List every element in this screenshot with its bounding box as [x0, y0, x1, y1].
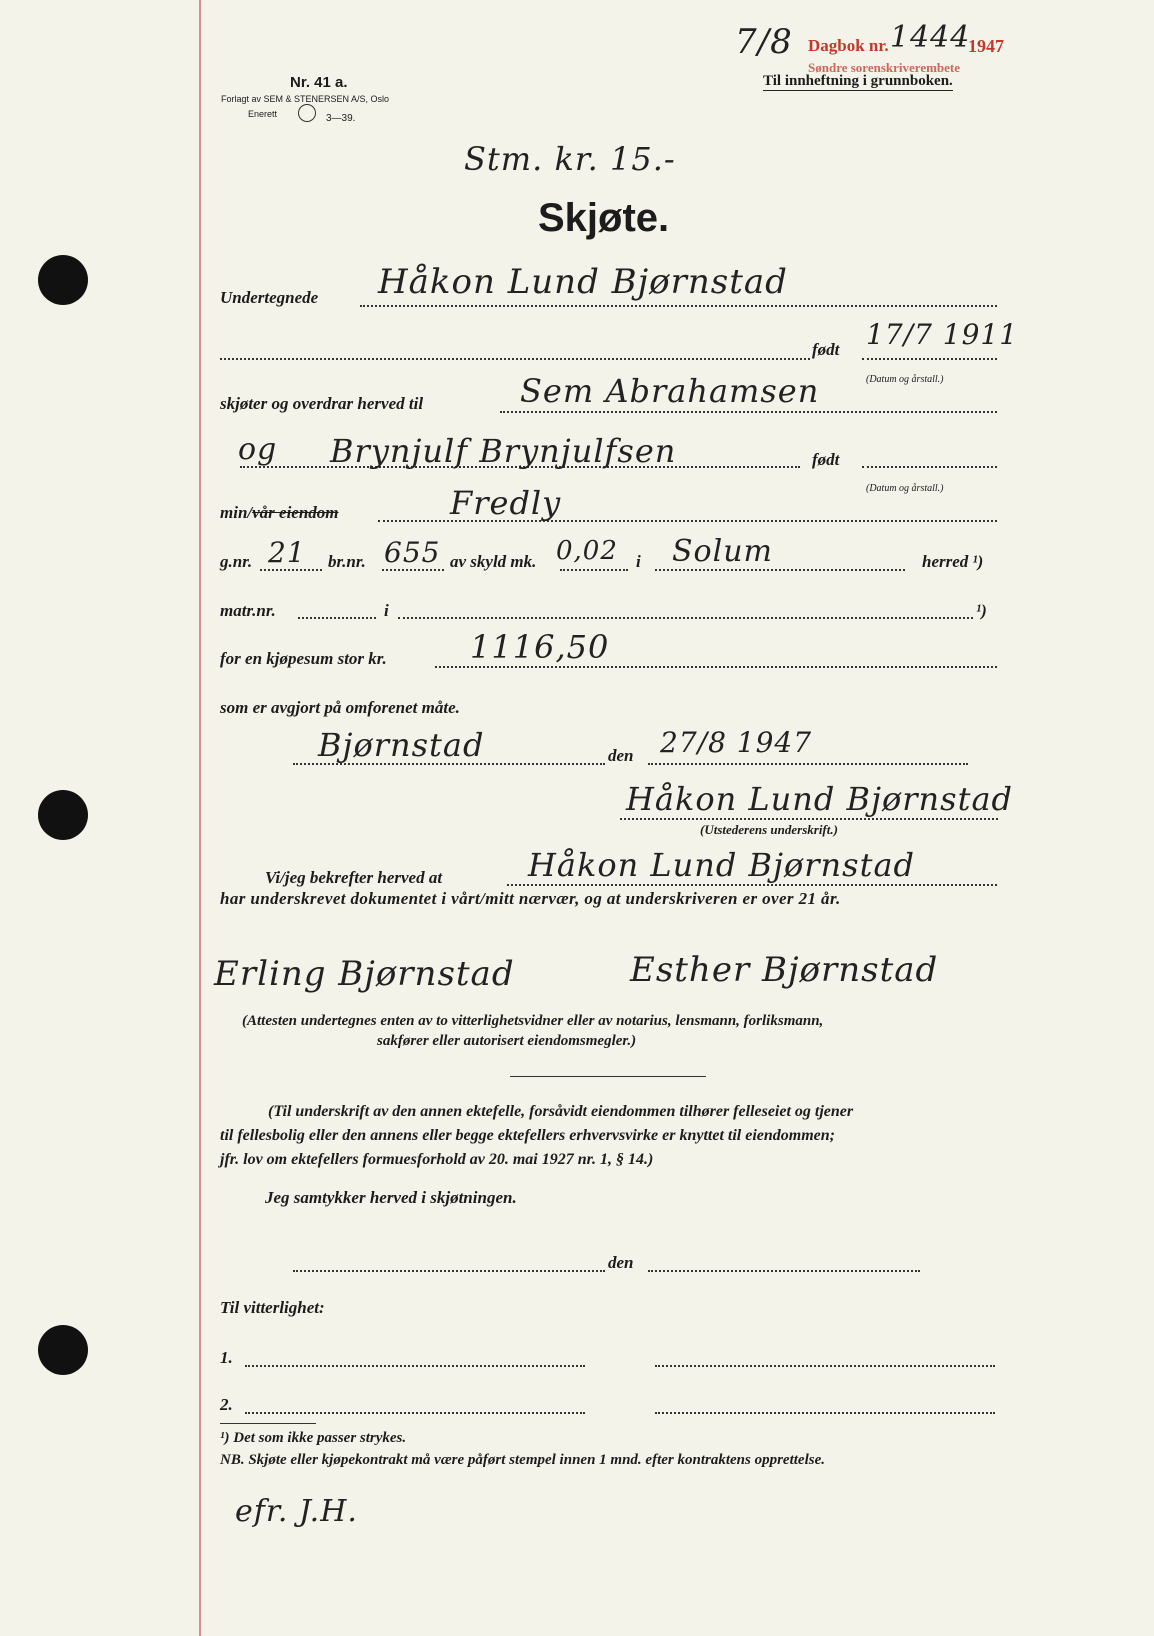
spouse-note-1: (Til underskrift av den annen ektefelle, forsåvidt eiendommen tilhører felleseiet og tjener	[268, 1103, 854, 1120]
dotted-line	[655, 1412, 995, 1414]
herred-label: herred ¹)	[922, 552, 984, 571]
dotted-line	[500, 411, 997, 413]
publisher-logo	[298, 104, 316, 122]
witness-1-signature: Erling Bjørnstad	[214, 954, 515, 994]
reference-note: Stm. kr. 15.-	[464, 140, 676, 178]
spouse-note-3: jfr. lov om ektefellers formuesforhold av 20. mai 1927 nr. 1, § 14.)	[220, 1151, 654, 1168]
seller-signature: Håkon Lund Bjørnstad	[626, 780, 1013, 818]
footnote-1: ¹) Det som ikke passer strykes.	[220, 1430, 407, 1446]
price-label: for en kjøpesum stor kr.	[220, 649, 387, 668]
gnr-label: g.nr.	[220, 552, 253, 571]
property-label-struck: vår eiendom	[252, 503, 339, 522]
signature-caption: (Utstederens underskrift.)	[700, 822, 838, 837]
dotted-line	[260, 569, 322, 571]
fodt-label: født	[812, 340, 840, 359]
page-title: Skjøte.	[538, 196, 670, 240]
form-number: Nr. 41 a.	[290, 74, 348, 91]
matr-label: matr.nr.	[220, 601, 276, 620]
dotted-line	[620, 818, 998, 820]
witness-note-2: sakfører eller autorisert eiendomsmegler.)	[377, 1033, 637, 1049]
dotted-line	[507, 884, 997, 886]
dotted-line	[648, 763, 968, 765]
dotted-line	[245, 1365, 585, 1367]
bottom-initials: efr. J.H.	[235, 1494, 358, 1529]
footnote-divider	[220, 1423, 316, 1424]
municipality: Solum	[672, 534, 773, 569]
brnr-value: 655	[384, 536, 441, 569]
buyer-1: Sem Abrahamsen	[520, 372, 820, 410]
dotted-line	[435, 666, 997, 668]
property-name: Fredly	[450, 484, 562, 522]
dotted-line	[655, 569, 905, 571]
dotted-line	[220, 358, 810, 360]
dotted-line	[862, 358, 997, 360]
datum-hint-2: (Datum og årstall.)	[866, 483, 944, 494]
buyer-2: Brynjulf Brynjulfsen	[330, 432, 677, 470]
signing-date: 27/8 1947	[660, 726, 813, 759]
brnr-label: br.nr.	[328, 552, 366, 571]
consent-text: Jeg samtykker herved i skjøtningen.	[265, 1188, 517, 1207]
form-copyright: Enerett	[248, 109, 278, 119]
confirm-label: Vi/jeg bekrefter herved at	[265, 868, 443, 887]
signing-den-label: den	[608, 746, 634, 765]
stamp-instruction: Til innheftning i grunnboken.	[763, 73, 953, 89]
dotted-line	[862, 466, 997, 468]
fodt-label-2: født	[812, 450, 840, 469]
gnr-value: 21	[268, 536, 306, 569]
property-label	[220, 503, 339, 523]
vitterlighet-label: Til vitterlighet:	[220, 1298, 325, 1317]
property-label-prefix: min/	[220, 503, 253, 522]
i-label: i	[636, 552, 641, 571]
matr-note: ¹)	[976, 601, 987, 620]
witness-line-1-label: 1.	[220, 1348, 233, 1367]
binder-hole	[38, 1325, 88, 1375]
spouse-den-label: den	[608, 1253, 634, 1272]
footnote-nb: NB. Skjøte eller kjøpekontrakt må være påført stempel innen 1 mnd. efter kontraktens opprettelse.	[220, 1452, 825, 1468]
confirm-text: har underskrevet dokumentet i vårt/mitt nærvær, og at underskriveren er over 21 år.	[220, 889, 841, 908]
seller-name: Håkon Lund Bjørnstad	[378, 262, 788, 302]
spouse-note-2: til fellesbolig eller den annens eller begge ektefellers erhvervsvirke er knyttet til eiendommen;	[220, 1127, 835, 1144]
skyld-label: av skyld mk.	[450, 552, 537, 571]
witness-line-2-label: 2.	[220, 1395, 233, 1414]
dotted-line	[382, 569, 444, 571]
dagbok-number: 1444	[890, 20, 971, 55]
witness-2-signature: Esther Bjørnstad	[630, 950, 939, 990]
dotted-line	[293, 1270, 605, 1272]
transfer-label: skjøter og overdrar herved til	[220, 394, 424, 413]
confirmed-name: Håkon Lund Bjørnstad	[528, 846, 915, 884]
dotted-line	[560, 569, 628, 571]
matr-i-label: i	[384, 601, 389, 620]
form-edition: 3—39.	[326, 113, 356, 124]
skyld-value: 0,02	[556, 536, 618, 566]
price-value: 1116,50	[470, 628, 610, 666]
page-margin-line	[199, 0, 201, 1636]
datum-hint: (Datum og årstall.)	[866, 374, 944, 385]
binder-hole	[38, 255, 88, 305]
witness-note-1: (Attesten undertegnes enten av to vitterlighetsvidner eller av notarius, lensmann, forliksmann,	[242, 1013, 824, 1029]
dotted-line	[655, 1365, 995, 1367]
form-publisher: Forlagt av SEM & STENERSEN A/S, Oslo	[221, 94, 390, 104]
stamp-year-printed: 1947	[968, 36, 1004, 56]
binder-hole	[38, 790, 88, 840]
dotted-line	[648, 1270, 920, 1272]
og-label: og	[238, 432, 278, 467]
seller-birth: 17/7 1911	[866, 318, 1019, 351]
dotted-line	[245, 1412, 585, 1414]
stamp-office: Søndre sorenskriverembete	[808, 60, 961, 75]
undertegnede-label: Undertegnede	[220, 288, 319, 307]
dagbok-label: Dagbok nr.	[808, 36, 889, 55]
dotted-line	[398, 617, 973, 619]
handwritten-mark: 7/8	[735, 22, 793, 62]
dotted-line	[360, 305, 997, 307]
dotted-line	[298, 617, 376, 619]
agreed-text: som er avgjort på omforenet måte.	[220, 698, 460, 717]
divider	[510, 1076, 706, 1077]
signing-place: Bjørnstad	[318, 726, 485, 764]
